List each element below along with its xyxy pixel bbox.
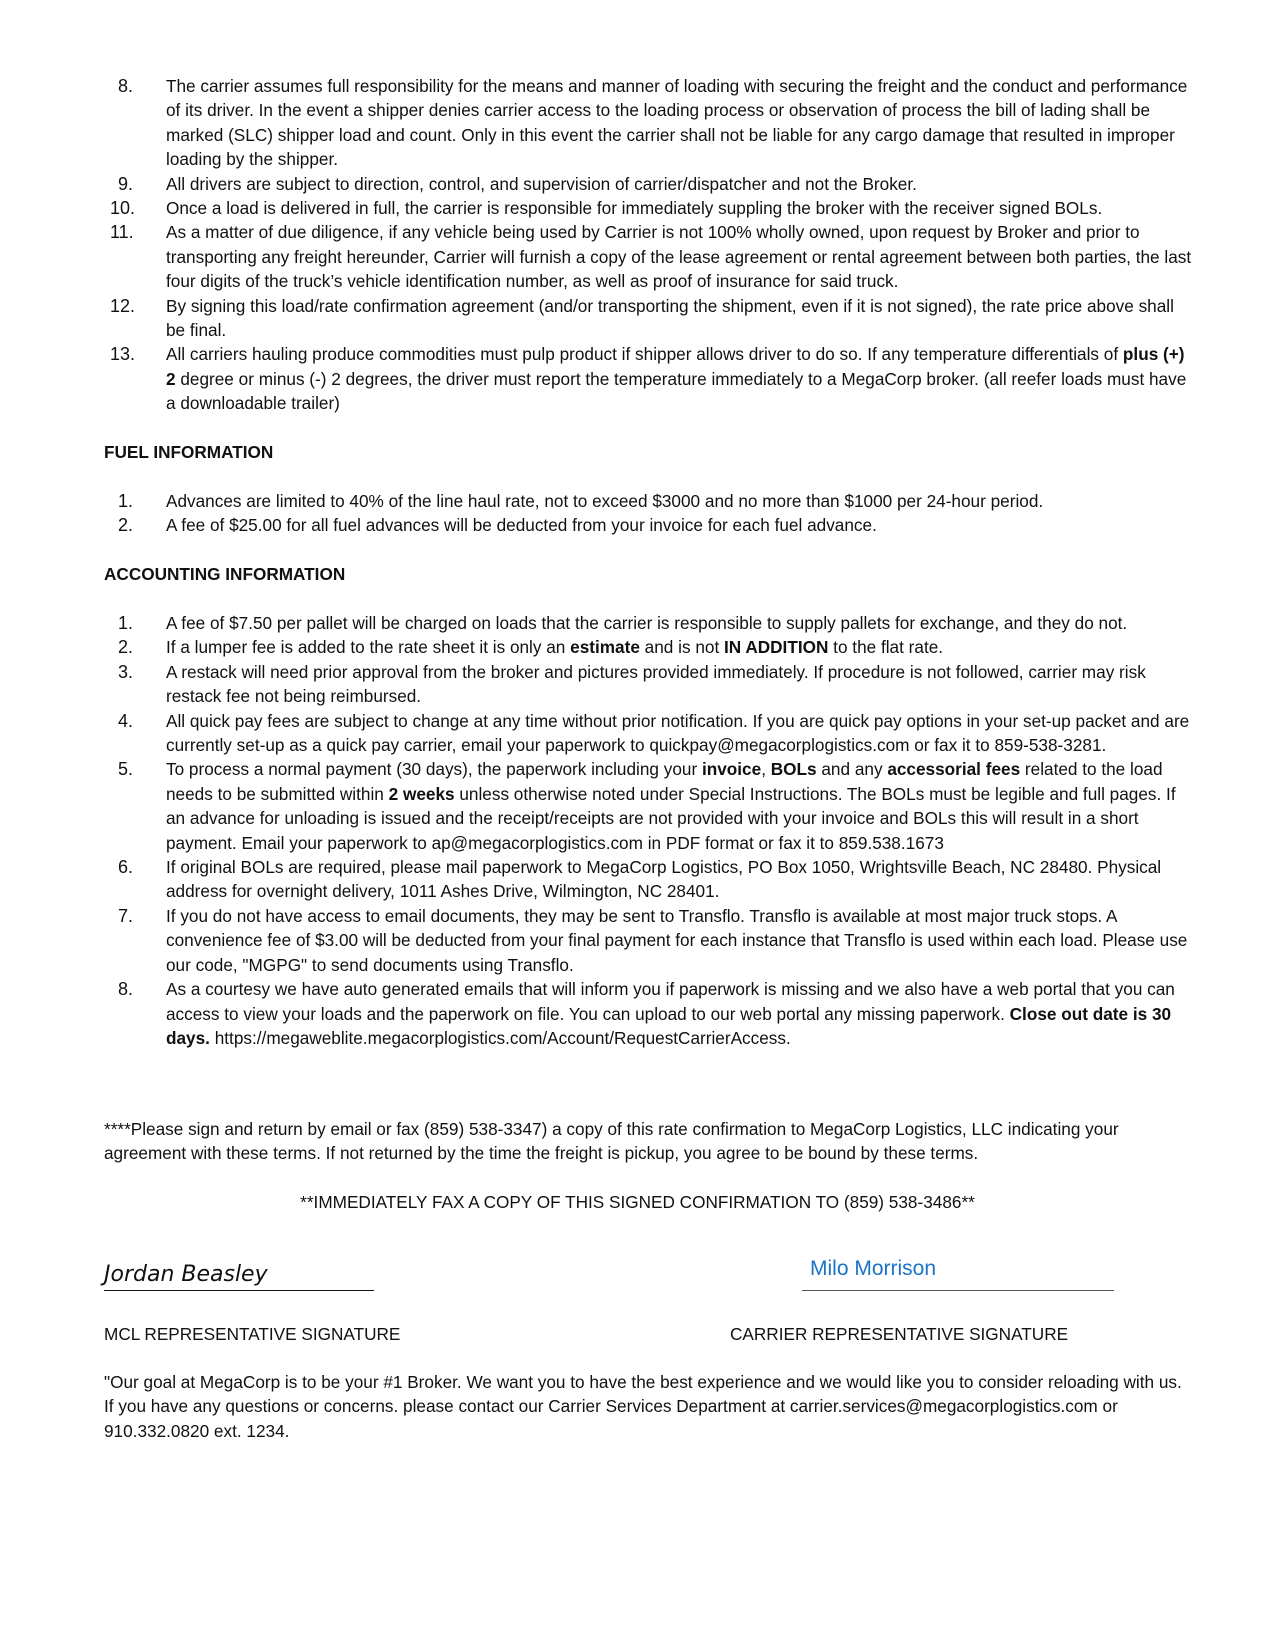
closing-paragraph: "Our goal at MegaCorp is to be your #1 Broker. We want you to have the best experience and we would like you to consider reloading with us. If you have any questions or concerns. please contact our Carrier Services Department at carrier.services@megacorplogistics.com or 910.332.0820 ext. 1234. xyxy=(104,1372,1182,1441)
item-text: All quick pay fees are subject to change at any time without prior notification. If you are quick pay options in your set-up packet and are currently set-up as a quick pay carrier, email your paperwork to quickpay@megacorplogistics.com or fax it to 859-538-3281. xyxy=(166,710,1190,756)
item-number: 7. xyxy=(118,905,134,926)
item-text-bold: plus (+) 2 xyxy=(166,344,1185,389)
item-text: As a matter of due diligence, if any vehicle being used by Carrier is not 100% wholly owned, upon request by Broker and prior to transporting any freight hereunder, Carrier will furnish a copy of the lease agreement or rental agreement between both parties, the last four digits of the truck’s vehicle identification number, as well as proof of insurance for said truck. xyxy=(166,222,1192,292)
item-text: A restack will need prior approval from the broker and pictures provided immediately. If procedure is not followed, carrier may risk restack fee not being reimbursed. xyxy=(166,661,1146,707)
list-item xyxy=(104,342,1194,415)
item-number: 8. xyxy=(118,979,134,1000)
item-text: Once a load is delivered in full, the carrier is responsible for immediately suppling the broker with the receiver signed BOLs. xyxy=(166,198,1103,219)
fuel-heading: FUEL INFORMATION xyxy=(104,442,274,462)
item-text-part: related to the load needs to be submitted within xyxy=(166,759,1163,804)
item-number: 11. xyxy=(110,222,134,243)
list-item xyxy=(104,709,1194,758)
item-number: 13. xyxy=(110,344,136,365)
return-notice: ****Please sign and return by email or fax (859) 538-3347) a copy of this rate confirmation to MegaCorp Logistics, LLC indicating your agreement with these terms. If not returned by the time the freight is pickup, you agree to be bound by these terms. xyxy=(104,1119,1119,1164)
item-text-bold: Close out date is 30 days. xyxy=(166,1003,1172,1048)
list-item xyxy=(104,611,1194,635)
list-item xyxy=(104,74,1194,172)
list-item xyxy=(104,196,1194,220)
item-text-part: and is not xyxy=(639,637,724,658)
carrier-signature-line xyxy=(802,1290,1114,1291)
accounting-list xyxy=(104,611,1194,1050)
item-text-part: to the flat rate. xyxy=(828,637,944,658)
item-number: 4. xyxy=(118,710,134,731)
item-number: 12. xyxy=(110,295,136,316)
item-text-part: To process a normal payment (30 days), the paperwork including your xyxy=(166,759,702,780)
item-number: 3. xyxy=(118,661,134,682)
terms-list xyxy=(104,74,1194,416)
list-item xyxy=(104,977,1194,1050)
item-text-bold: 2 weeks xyxy=(388,783,455,804)
item-text-part: degree or minus (-) 2 degrees, the driver must report the temperature immediately to a MegaCorp broker. (all reefer loads must have a downloadable trailer) xyxy=(166,368,1187,414)
mcl-signature-label: MCL REPRESENTATIVE SIGNATURE xyxy=(104,1324,401,1344)
item-text-part: https://megaweblite.megacorplogistics.com/Account/RequestCarrierAccess. xyxy=(209,1027,791,1048)
item-number: 10. xyxy=(110,198,136,219)
item-text: If you do not have access to email documents, they may be sent to Transflo. Transflo is available at most major truck stops. A convenience fee of $3.00 will be deducted from your final payment for each instance that Transflo is used within each load. Please use our code, "MGPG" to send documents using Transflo. xyxy=(166,905,1188,975)
item-text-part: All carriers hauling produce commodities must pulp product if shipper allows driver to do so. If any temperature differentials of xyxy=(166,344,1123,365)
fax-notice: **IMMEDIATELY FAX A COPY OF THIS SIGNED CONFIRMATION TO (859) 538-3486** xyxy=(300,1192,975,1212)
item-text: All drivers are subject to direction, control, and supervision of carrier/dispatcher and not the Broker. xyxy=(166,173,917,194)
item-text: The carrier assumes full responsibility for the means and manner of loading with securing the freight and the conduct and performance of its driver. In the event a shipper denies carrier access to the loading process or observation of process the bill of lading shall be marked (SLC) shipper load and count. Only in this event the carrier shall not be liable for any cargo damage that resulted in improper loading by the shipper. xyxy=(166,76,1188,170)
item-text-part: As a courtesy we have auto generated emails that will inform you if paperwork is missing and we also have a web portal that you can access to view your loads and the paperwork on file. You can upload to our web portal any missing paperwork. xyxy=(166,979,1175,1024)
list-item xyxy=(104,220,1194,293)
item-text xyxy=(166,344,1186,413)
item-number: 1. xyxy=(118,491,134,511)
accounting-heading: ACCOUNTING INFORMATION xyxy=(104,564,346,584)
list-item xyxy=(104,489,1194,513)
carrier-signature: Milo Morrison xyxy=(810,1257,937,1280)
carrier-signature-label: CARRIER REPRESENTATIVE SIGNATURE xyxy=(730,1324,1069,1344)
list-item xyxy=(104,513,1194,537)
item-text-bold: invoice xyxy=(701,759,762,780)
item-text-bold: IN ADDITION xyxy=(724,637,829,658)
item-number: 5. xyxy=(118,759,134,780)
mcl-signature: Jordan Beasley xyxy=(104,1260,374,1291)
item-text-bold: accessorial fees xyxy=(887,759,1021,780)
item-text-bold: estimate xyxy=(570,637,640,658)
item-text xyxy=(166,637,943,657)
list-item xyxy=(104,855,1194,904)
item-text: By signing this load/rate confirmation agreement (and/or transporting the shipment, even if it is not signed), the rate price above shall be final. xyxy=(166,295,1174,341)
list-item xyxy=(104,660,1194,709)
list-item xyxy=(104,172,1194,196)
item-number: 2. xyxy=(118,637,134,658)
item-number: 2. xyxy=(118,515,134,536)
item-text: Advances are limited to 40% of the line haul rate, not to exceed $3000 and no more than $1000 per 24-hour period. xyxy=(166,491,1044,511)
item-text-bold: BOLs xyxy=(770,759,817,780)
item-number: 1. xyxy=(118,613,134,633)
item-text xyxy=(166,979,1175,1048)
item-text-part: unless otherwise noted under Special Instructions. The BOLs must be legible and full pages. If an advance for unloading is issued and the receipt/receipts are not provided with your invoice and BOLs this will result in a short payment. Email your paperwork to ap@megacorplogistics.com in PDF format or fax it to 859.538.1673 xyxy=(166,783,1176,853)
item-text: If original BOLs are required, please mail paperwork to MegaCorp Logistics, PO Box 1050, Wrightsville Beach, NC 28480. Physical address for overnight delivery, 1011 Ashes Drive, Wilmington, NC 28401. xyxy=(166,857,1162,902)
item-number: 9. xyxy=(118,173,134,194)
item-text: A fee of $7.50 per pallet will be charged on loads that the carrier is responsible to supply pallets for exchange, and they do not. xyxy=(166,613,1128,633)
list-item xyxy=(104,757,1194,855)
list-item xyxy=(104,635,1194,659)
item-text xyxy=(166,759,1176,852)
item-number: 8. xyxy=(118,76,134,96)
item-text-part: and any xyxy=(816,759,888,780)
list-item xyxy=(104,294,1194,343)
item-text: A fee of $25.00 for all fuel advances will be deducted from your invoice for each fuel advance. xyxy=(166,515,877,536)
list-item xyxy=(104,904,1194,977)
item-number: 6. xyxy=(118,857,134,878)
item-text-part: If a lumper fee is added to the rate sheet it is only an xyxy=(166,637,571,658)
item-text-part: , xyxy=(761,759,771,780)
fuel-list xyxy=(104,489,1194,538)
